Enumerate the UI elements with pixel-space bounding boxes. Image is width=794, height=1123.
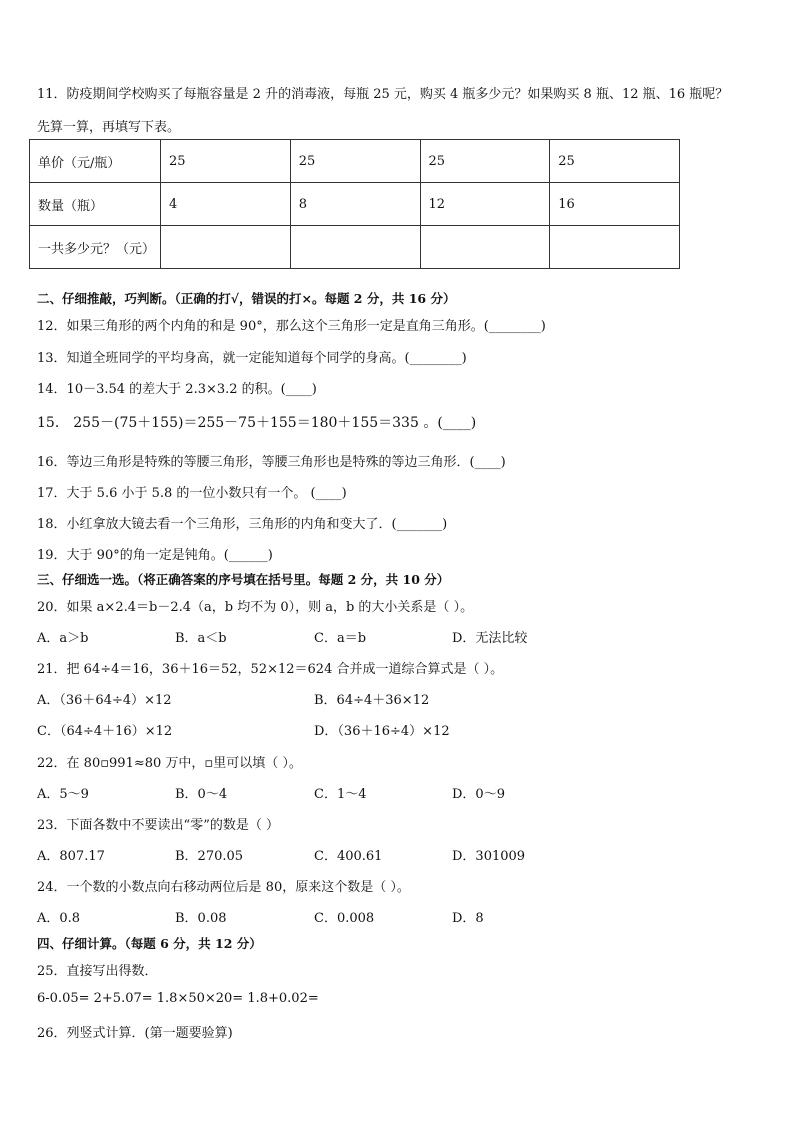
option-d[interactable]: D．（36＋16÷4）×12 xyxy=(314,724,450,739)
table-cell: 25 xyxy=(161,140,291,183)
option-d[interactable]: D．8 xyxy=(452,911,484,926)
question-14: 14．10－3.54 的差大于 2.3×3.2 的积。(____) xyxy=(37,382,317,397)
table-row xyxy=(30,140,680,183)
question-16: 16．等边三角形是特殊的等腰三角形，等腰三角形也是特殊的等边三角形．(____) xyxy=(37,455,506,470)
table-cell: 4 xyxy=(161,183,291,226)
section-2-heading: 二、仔细推敲，巧判断。（正确的打√，错误的打×。每题 2 分，共 16 分） xyxy=(37,291,456,306)
option-a[interactable]: A．807.17 xyxy=(37,849,105,864)
table-cell: 数量（瓶） xyxy=(30,183,161,226)
option-a[interactable]: A．a＞b xyxy=(37,631,89,646)
table-cell: 25 xyxy=(550,140,680,183)
question-21: 21．把 64÷4＝16，36＋16＝52，52×12＝624 合并成一道综合算式是（ ）。 xyxy=(37,662,504,677)
table-row xyxy=(30,183,680,226)
question-15: 15． 255－(75＋155)＝255－75＋155＝180＋155＝335 。(____) xyxy=(37,415,477,431)
question-12: 12．如果三角形的两个内角的和是 90°，那么这个三角形一定是直角三角形。(________) xyxy=(37,319,546,334)
option-a[interactable]: A．5～9 xyxy=(37,787,89,802)
option-d[interactable]: D．无法比较 xyxy=(452,631,528,646)
question-11-line1: 11．防疫期间学校购买了每瓶容量是 2 升的消毒液，每瓶 25 元，购买 4 瓶多少元？如果购买 8 瓶、12 瓶、16 瓶呢？ xyxy=(37,87,729,102)
question-25-expressions: 6-0.05= 2+5.07= 1.8×50×20= 1.8+0.02= xyxy=(37,991,319,1006)
option-b[interactable]: B．64÷4＋36×12 xyxy=(314,693,430,708)
price-table xyxy=(29,139,680,269)
option-c[interactable]: C．0.008 xyxy=(314,911,375,926)
option-a[interactable]: A．（36＋64÷4）×12 xyxy=(37,693,172,708)
option-b[interactable]: B．a＜b xyxy=(175,631,227,646)
table-cell: 一共多少元？（元） xyxy=(30,226,161,269)
table-cell: 25 xyxy=(420,140,550,183)
section-3-heading: 三、仔细选一选。（将正确答案的序号填在括号里。每题 2 分，共 10 分） xyxy=(37,572,450,587)
option-d[interactable]: D．0～9 xyxy=(452,787,505,802)
question-18: 18．小红拿放大镜去看一个三角形，三角形的内角和变大了．(_______) xyxy=(37,517,448,532)
option-b[interactable]: B．0.08 xyxy=(175,911,227,926)
table-cell: 12 xyxy=(420,183,550,226)
option-d[interactable]: D．301009 xyxy=(452,849,526,864)
answer-cell[interactable] xyxy=(290,226,420,269)
question-19: 19．大于 90°的角一定是钝角。(______) xyxy=(37,548,273,563)
option-c[interactable]: C．（64÷4＋16）×12 xyxy=(37,724,173,739)
question-20: 20．如果 a×2.4＝b－2.4（a，b 均不为 0），则 a，b 的大小关系是（ ）。 xyxy=(37,600,474,615)
option-b[interactable]: B．0～4 xyxy=(175,787,228,802)
answer-cell[interactable] xyxy=(420,226,550,269)
table-cell: 单价（元/瓶） xyxy=(30,140,161,183)
table-cell: 25 xyxy=(290,140,420,183)
answer-cell[interactable] xyxy=(161,226,291,269)
question-11-line2: 先算一算，再填写下表。 xyxy=(37,120,181,135)
question-24: 24．一个数的小数点向右移动两位后是 80，原来这个数是（ ）。 xyxy=(37,880,410,895)
table-cell: 16 xyxy=(550,183,680,226)
question-13: 13．知道全班同学的平均身高，就一定能知道每个同学的身高。(________) xyxy=(37,351,467,366)
option-c[interactable]: C．400.61 xyxy=(314,849,383,864)
question-25: 25．直接写出得数． xyxy=(37,964,158,979)
question-22: 22．在 80▫991≈80 万中，▫里可以填（ ）。 xyxy=(37,756,302,771)
option-c[interactable]: C．a＝b xyxy=(314,631,367,646)
question-23: 23．下面各数中不要读出“零”的数是（ ） xyxy=(37,818,279,833)
option-a[interactable]: A．0.8 xyxy=(37,911,81,926)
answer-cell[interactable] xyxy=(550,226,680,269)
section-4-heading: 四、仔细计算。（每题 6 分，共 12 分） xyxy=(37,936,262,951)
table-row xyxy=(30,226,680,269)
question-26: 26．列竖式计算．(第一题要验算) xyxy=(37,1026,233,1041)
option-c[interactable]: C．1～4 xyxy=(314,787,367,802)
option-b[interactable]: B．270.05 xyxy=(175,849,244,864)
table-cell: 8 xyxy=(290,183,420,226)
question-17: 17．大于 5.6 小于 5.8 的一位小数只有一个。 (____) xyxy=(37,486,347,501)
